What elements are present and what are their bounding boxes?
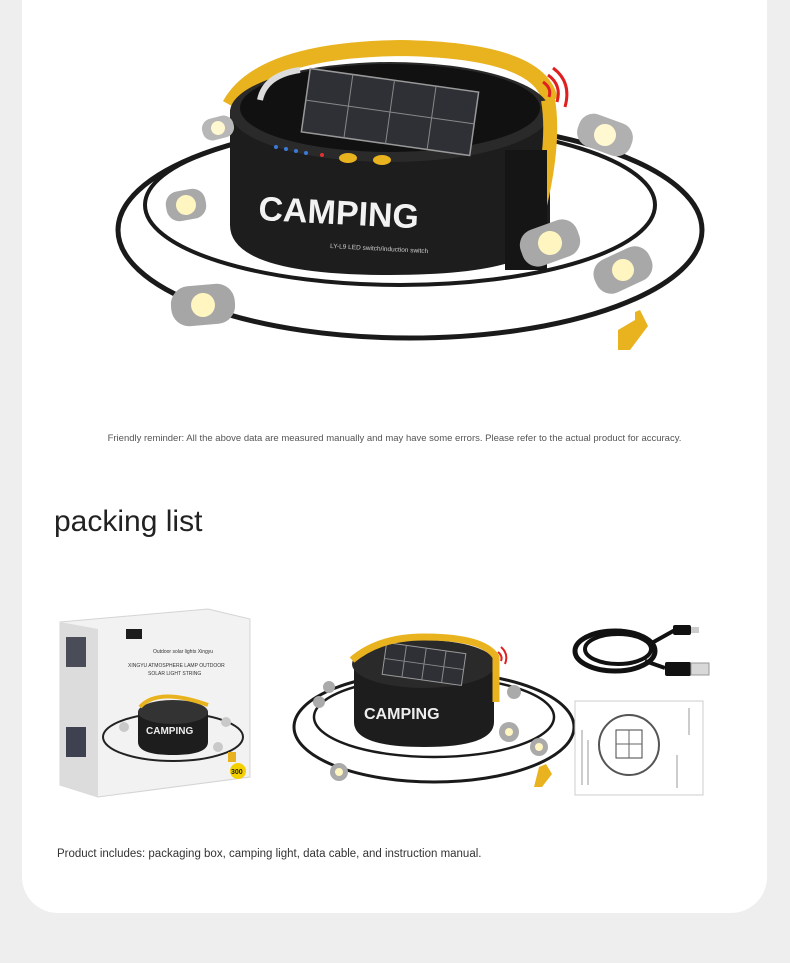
- packaging-box-image: [58, 607, 258, 802]
- box-text-line3: SOLAR LIGHT STRING: [148, 671, 202, 677]
- hero-lamp-title: CAMPING: [257, 190, 420, 237]
- packing-list-title: packing list: [54, 505, 203, 538]
- product-card: [22, 0, 767, 913]
- camping-lamp-hero-image: [100, 30, 720, 380]
- friendly-reminder-note: Friendly reminder: All the above data are measured manually and may have some errors. Please refer to the actual product for accuracy.: [107, 433, 682, 444]
- instruction-manual-image: [574, 700, 704, 796]
- product-includes-note: Product includes: packaging box, camping light, data cable, and instruction manual.: [57, 848, 482, 860]
- connector-plug-icon: [618, 310, 648, 350]
- hero-lamp-model: LY-L9 LED switch/induction switch: [329, 243, 429, 256]
- data-cable-image: [570, 616, 720, 686]
- box-lamp-label: CAMPING: [146, 726, 194, 737]
- box-text-line1: Outdoor solar lights Xingyu: [153, 649, 214, 655]
- box-badge: 300: [231, 769, 243, 776]
- box-text-line2: XINGYU ATMOSPHERE LAMP OUTDOOR: [128, 663, 225, 669]
- small-lamp-label: CAMPING: [364, 706, 440, 723]
- camping-lamp-image: [284, 632, 584, 792]
